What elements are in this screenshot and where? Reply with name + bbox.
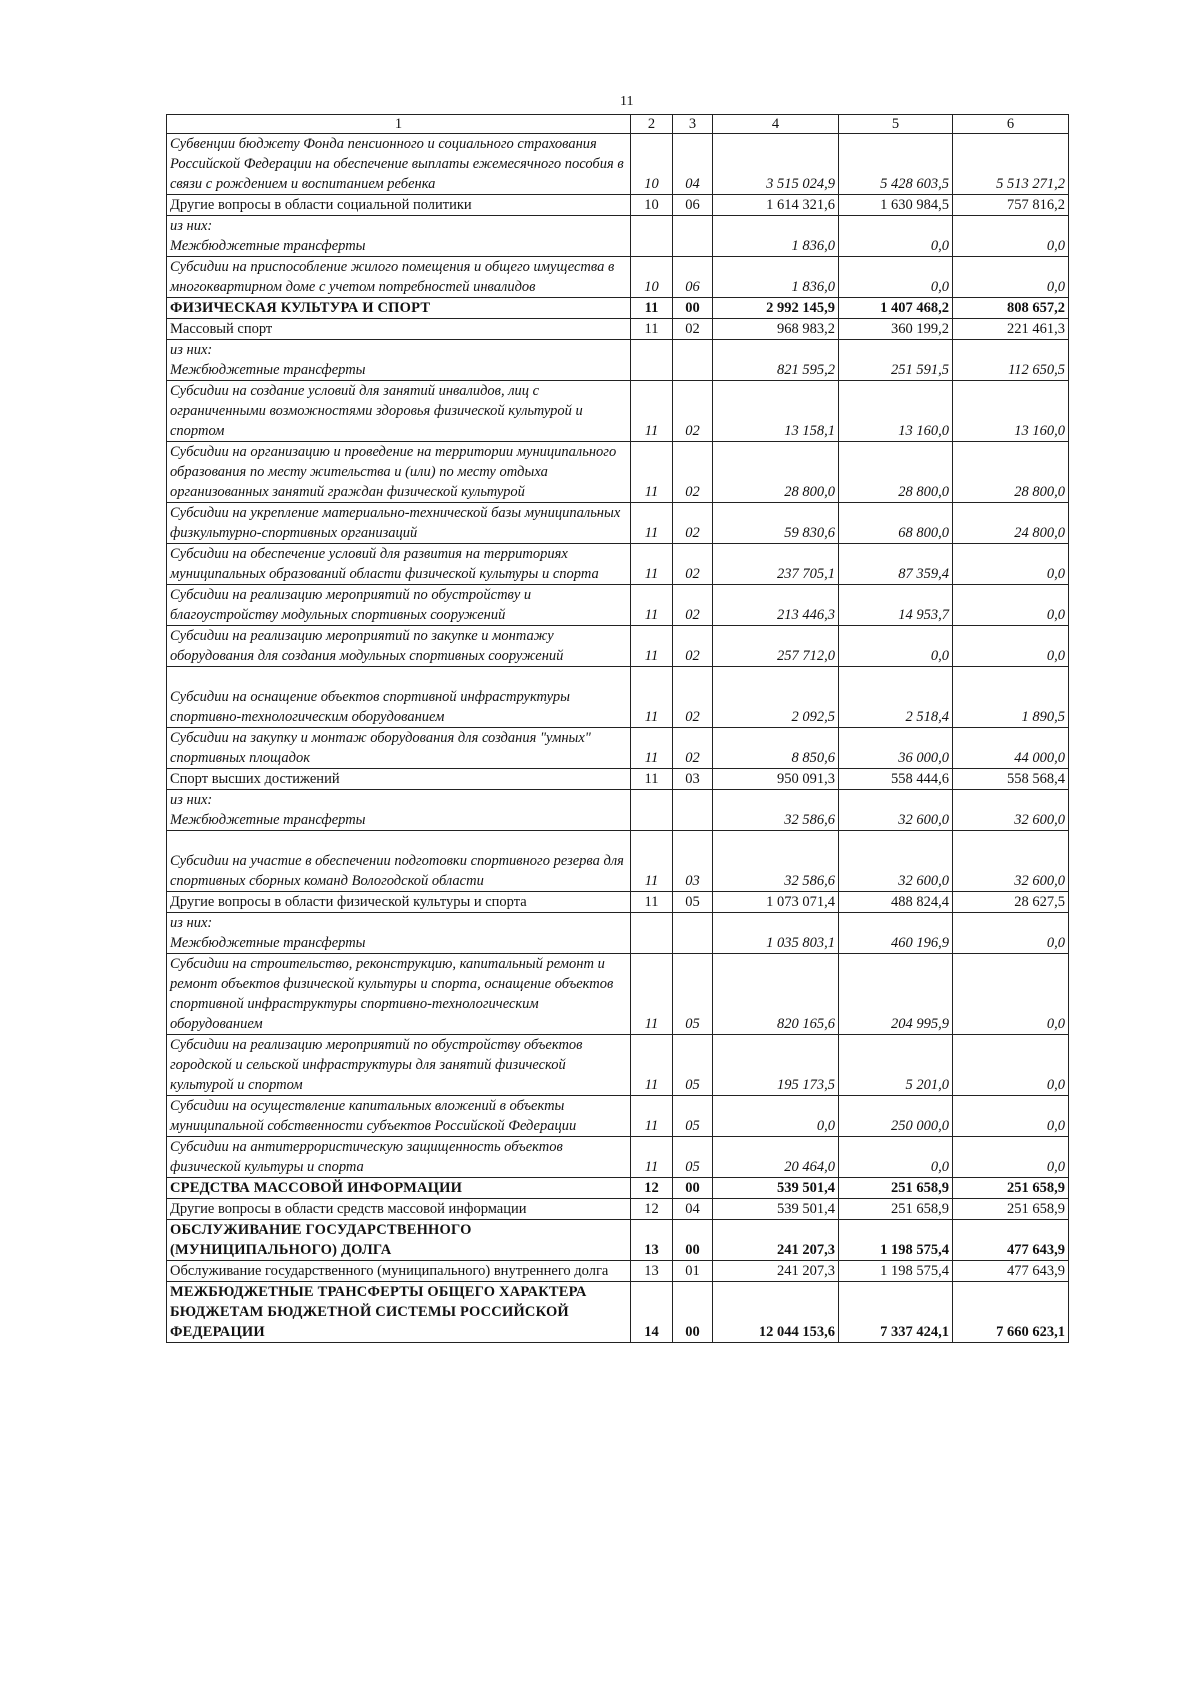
value-year2-cell: 1 630 984,5	[839, 195, 953, 216]
value-year3-cell: 808 657,2	[953, 298, 1069, 319]
row-name-cell: Массовый спорт	[167, 319, 631, 340]
value-year3-cell: 44 000,0	[953, 728, 1069, 769]
row-name-cell: Субвенции бюджету Фонда пенсионного и социального страхования Российской Федерации на обеспечение выплаты ежемесячного пособия в связи с рождением и воспитанием ребенка	[167, 134, 631, 195]
table-row	[167, 134, 1069, 195]
table-row	[167, 1282, 1069, 1343]
value-year1-cell: 0,0	[713, 1096, 839, 1137]
section-code-cell: 11	[631, 503, 673, 544]
table-row	[167, 381, 1069, 442]
subsection-code-cell: 03	[673, 831, 713, 892]
table-row	[167, 954, 1069, 1035]
table-row	[167, 667, 1069, 728]
value-year1-cell: 3 515 024,9	[713, 134, 839, 195]
row-name-cell: Субсидии на осуществление капитальных вложений в объекты муниципальной собственности субъектов Российской Федерации	[167, 1096, 631, 1137]
value-year2-cell: 36 000,0	[839, 728, 953, 769]
subsection-code-cell	[673, 790, 713, 831]
subsection-code-cell: 05	[673, 1035, 713, 1096]
row-name-cell: Субсидии на участие в обеспечении подготовки спортивного резерва для спортивных сборных команд Вологодской области	[167, 831, 631, 892]
section-code-cell: 11	[631, 728, 673, 769]
section-code-cell: 11	[631, 831, 673, 892]
value-year1-cell: 237 705,1	[713, 544, 839, 585]
column-header: 4	[713, 115, 839, 134]
table-row	[167, 319, 1069, 340]
row-name-cell: Субсидии на реализацию мероприятий по обустройству объектов городской и сельской инфраструктуры для занятий физической культурой и спортом	[167, 1035, 631, 1096]
table-row	[167, 892, 1069, 913]
value-year2-cell: 14 953,7	[839, 585, 953, 626]
value-year2-cell: 5 201,0	[839, 1035, 953, 1096]
row-name-cell: Спорт высших достижений	[167, 769, 631, 790]
row-name-cell: Субсидии на обеспечение условий для развития на территориях муниципальных образований области физической культуры и спорта	[167, 544, 631, 585]
value-year1-cell: 13 158,1	[713, 381, 839, 442]
table-row	[167, 769, 1069, 790]
value-year2-cell: 251 658,9	[839, 1178, 953, 1199]
value-year3-cell: 28 627,5	[953, 892, 1069, 913]
section-code-cell: 12	[631, 1199, 673, 1220]
section-code-cell	[631, 790, 673, 831]
value-year1-cell: 2 992 145,9	[713, 298, 839, 319]
table-row	[167, 1178, 1069, 1199]
section-code-cell: 11	[631, 319, 673, 340]
subsection-code-cell: 00	[673, 1178, 713, 1199]
value-year3-cell: 0,0	[953, 1137, 1069, 1178]
row-name-cell: МЕЖБЮДЖЕТНЫЕ ТРАНСФЕРТЫ ОБЩЕГО ХАРАКТЕРА БЮДЖЕТАМ БЮДЖЕТНОЙ СИСТЕМЫ РОССИЙСКОЙ ФЕДЕРАЦИИ	[167, 1282, 631, 1343]
value-year3-cell: 32 600,0	[953, 831, 1069, 892]
value-year2-cell: 204 995,9	[839, 954, 953, 1035]
value-year2-cell: 0,0	[839, 216, 953, 257]
value-year3-cell: 0,0	[953, 257, 1069, 298]
column-header: 3	[673, 115, 713, 134]
value-year1-cell: 59 830,6	[713, 503, 839, 544]
subsection-code-cell	[673, 340, 713, 381]
value-year2-cell: 1 198 575,4	[839, 1261, 953, 1282]
value-year2-cell: 28 800,0	[839, 442, 953, 503]
subsection-code-cell: 00	[673, 298, 713, 319]
table-row	[167, 585, 1069, 626]
subsection-code-cell: 05	[673, 892, 713, 913]
value-year3-cell: 24 800,0	[953, 503, 1069, 544]
subsection-code-cell: 00	[673, 1220, 713, 1261]
row-name-cell: из них: Межбюджетные трансферты	[167, 913, 631, 954]
value-year3-cell: 477 643,9	[953, 1261, 1069, 1282]
section-code-cell: 11	[631, 626, 673, 667]
row-name-cell: ОБСЛУЖИВАНИЕ ГОСУДАРСТВЕННОГО (МУНИЦИПАЛЬНОГО) ДОЛГА	[167, 1220, 631, 1261]
section-code-cell: 11	[631, 585, 673, 626]
value-year3-cell: 0,0	[953, 544, 1069, 585]
value-year3-cell: 32 600,0	[953, 790, 1069, 831]
row-name-cell: Обслуживание государственного (муниципального) внутреннего долга	[167, 1261, 631, 1282]
value-year2-cell: 0,0	[839, 626, 953, 667]
subsection-code-cell: 02	[673, 503, 713, 544]
page-number: 11	[620, 94, 634, 109]
table-row	[167, 626, 1069, 667]
section-code-cell: 11	[631, 892, 673, 913]
row-name-cell: Другие вопросы в области физической культуры и спорта	[167, 892, 631, 913]
subsection-code-cell: 02	[673, 626, 713, 667]
value-year2-cell: 32 600,0	[839, 831, 953, 892]
value-year3-cell: 558 568,4	[953, 769, 1069, 790]
value-year1-cell: 8 850,6	[713, 728, 839, 769]
row-name-cell: Субсидии на антитеррористическую защищенность объектов физической культуры и спорта	[167, 1137, 631, 1178]
section-code-cell: 10	[631, 195, 673, 216]
section-code-cell: 11	[631, 442, 673, 503]
section-code-cell: 10	[631, 257, 673, 298]
value-year1-cell: 20 464,0	[713, 1137, 839, 1178]
table-row	[167, 544, 1069, 585]
value-year3-cell: 0,0	[953, 954, 1069, 1035]
table-row	[167, 503, 1069, 544]
value-year3-cell: 1 890,5	[953, 667, 1069, 728]
value-year1-cell: 32 586,6	[713, 831, 839, 892]
section-code-cell: 11	[631, 667, 673, 728]
subsection-code-cell: 06	[673, 195, 713, 216]
row-name-cell: Субсидии на закупку и монтаж оборудования для создания "умных" спортивных площадок	[167, 728, 631, 769]
subsection-code-cell: 02	[673, 585, 713, 626]
value-year3-cell: 221 461,3	[953, 319, 1069, 340]
subsection-code-cell: 01	[673, 1261, 713, 1282]
row-name-cell: Субсидии на укрепление материально-технической базы муниципальных физкультурно-спортивных организаций	[167, 503, 631, 544]
table-row	[167, 442, 1069, 503]
value-year3-cell: 0,0	[953, 913, 1069, 954]
subsection-code-cell: 05	[673, 954, 713, 1035]
subsection-code-cell: 02	[673, 319, 713, 340]
value-year3-cell: 0,0	[953, 216, 1069, 257]
value-year2-cell: 558 444,6	[839, 769, 953, 790]
row-name-cell: Другие вопросы в области средств массовой информации	[167, 1199, 631, 1220]
row-name-cell: Субсидии на реализацию мероприятий по закупке и монтажу оборудования для создания модульных спортивных сооружений	[167, 626, 631, 667]
value-year1-cell: 821 595,2	[713, 340, 839, 381]
value-year1-cell: 539 501,4	[713, 1178, 839, 1199]
subsection-code-cell: 02	[673, 442, 713, 503]
subsection-code-cell: 02	[673, 544, 713, 585]
value-year3-cell: 13 160,0	[953, 381, 1069, 442]
value-year1-cell: 32 586,6	[713, 790, 839, 831]
section-code-cell: 11	[631, 1035, 673, 1096]
value-year1-cell: 1 836,0	[713, 257, 839, 298]
subsection-code-cell: 00	[673, 1282, 713, 1343]
value-year1-cell: 950 091,3	[713, 769, 839, 790]
value-year2-cell: 7 337 424,1	[839, 1282, 953, 1343]
value-year2-cell: 360 199,2	[839, 319, 953, 340]
row-name-cell: Другие вопросы в области социальной политики	[167, 195, 631, 216]
value-year1-cell: 539 501,4	[713, 1199, 839, 1220]
section-code-cell: 13	[631, 1261, 673, 1282]
table-row	[167, 1137, 1069, 1178]
row-name-cell: из них: Межбюджетные трансферты	[167, 790, 631, 831]
budget-table	[166, 114, 1069, 1343]
value-year3-cell: 7 660 623,1	[953, 1282, 1069, 1343]
section-code-cell: 11	[631, 298, 673, 319]
value-year3-cell: 251 658,9	[953, 1178, 1069, 1199]
table-row	[167, 1220, 1069, 1261]
value-year2-cell: 251 658,9	[839, 1199, 953, 1220]
subsection-code-cell: 02	[673, 728, 713, 769]
value-year3-cell: 477 643,9	[953, 1220, 1069, 1261]
subsection-code-cell: 06	[673, 257, 713, 298]
value-year3-cell: 757 816,2	[953, 195, 1069, 216]
section-code-cell: 11	[631, 381, 673, 442]
value-year1-cell: 241 207,3	[713, 1261, 839, 1282]
table-row	[167, 913, 1069, 954]
column-header: 5	[839, 115, 953, 134]
row-name-cell: СРЕДСТВА МАССОВОЙ ИНФОРМАЦИИ	[167, 1178, 631, 1199]
table-row	[167, 1035, 1069, 1096]
subsection-code-cell: 05	[673, 1096, 713, 1137]
value-year1-cell: 1 836,0	[713, 216, 839, 257]
section-code-cell: 11	[631, 544, 673, 585]
column-header: 1	[167, 115, 631, 134]
table-row	[167, 216, 1069, 257]
value-year3-cell: 28 800,0	[953, 442, 1069, 503]
value-year2-cell: 68 800,0	[839, 503, 953, 544]
section-code-cell	[631, 216, 673, 257]
row-name-cell: Субсидии на приспособление жилого помещения и общего имущества в многоквартирном доме с учетом потребностей инвалидов	[167, 257, 631, 298]
table-row	[167, 1261, 1069, 1282]
subsection-code-cell	[673, 216, 713, 257]
value-year3-cell: 5 513 271,2	[953, 134, 1069, 195]
section-code-cell: 12	[631, 1178, 673, 1199]
value-year2-cell: 0,0	[839, 1137, 953, 1178]
row-name-cell: Субсидии на строительство, реконструкцию, капитальный ремонт и ремонт объектов физической культуры и спорта, оснащение объектов спортивной инфраструктуры спортивно-технологическим оборудованием	[167, 954, 631, 1035]
table-row	[167, 340, 1069, 381]
section-code-cell	[631, 913, 673, 954]
subsection-code-cell: 04	[673, 1199, 713, 1220]
value-year3-cell: 0,0	[953, 1035, 1069, 1096]
section-code-cell: 10	[631, 134, 673, 195]
value-year2-cell: 87 359,4	[839, 544, 953, 585]
value-year1-cell: 1 035 803,1	[713, 913, 839, 954]
value-year2-cell: 32 600,0	[839, 790, 953, 831]
value-year2-cell: 1 407 468,2	[839, 298, 953, 319]
section-code-cell: 11	[631, 1096, 673, 1137]
value-year2-cell: 0,0	[839, 257, 953, 298]
section-code-cell	[631, 340, 673, 381]
section-code-cell: 11	[631, 769, 673, 790]
value-year2-cell: 460 196,9	[839, 913, 953, 954]
value-year1-cell: 28 800,0	[713, 442, 839, 503]
value-year1-cell: 12 044 153,6	[713, 1282, 839, 1343]
value-year2-cell: 5 428 603,5	[839, 134, 953, 195]
table-row	[167, 790, 1069, 831]
value-year1-cell: 257 712,0	[713, 626, 839, 667]
value-year1-cell: 195 173,5	[713, 1035, 839, 1096]
value-year3-cell: 0,0	[953, 585, 1069, 626]
value-year1-cell: 2 092,5	[713, 667, 839, 728]
value-year2-cell: 1 198 575,4	[839, 1220, 953, 1261]
column-header: 2	[631, 115, 673, 134]
subsection-code-cell: 02	[673, 381, 713, 442]
value-year1-cell: 820 165,6	[713, 954, 839, 1035]
row-name-cell: Субсидии на оснащение объектов спортивной инфраструктуры спортивно-технологическим оборудованием	[167, 667, 631, 728]
value-year3-cell: 251 658,9	[953, 1199, 1069, 1220]
table-row	[167, 195, 1069, 216]
row-name-cell: Субсидии на реализацию мероприятий по обустройству и благоустройству модульных спортивных сооружений	[167, 585, 631, 626]
row-name-cell: Субсидии на создание условий для занятий инвалидов, лиц с ограниченными возможностями здоровья физической культурой и спортом	[167, 381, 631, 442]
row-name-cell: ФИЗИЧЕСКАЯ КУЛЬТУРА И СПОРТ	[167, 298, 631, 319]
value-year2-cell: 2 518,4	[839, 667, 953, 728]
table-header-row	[167, 115, 1069, 134]
section-code-cell: 11	[631, 1137, 673, 1178]
table-row	[167, 298, 1069, 319]
subsection-code-cell: 05	[673, 1137, 713, 1178]
section-code-cell: 11	[631, 954, 673, 1035]
subsection-code-cell: 04	[673, 134, 713, 195]
subsection-code-cell: 03	[673, 769, 713, 790]
value-year2-cell: 251 591,5	[839, 340, 953, 381]
value-year1-cell: 241 207,3	[713, 1220, 839, 1261]
value-year1-cell: 1 614 321,6	[713, 195, 839, 216]
value-year3-cell: 112 650,5	[953, 340, 1069, 381]
value-year2-cell: 13 160,0	[839, 381, 953, 442]
subsection-code-cell: 02	[673, 667, 713, 728]
table-row	[167, 831, 1069, 892]
table-row	[167, 1199, 1069, 1220]
section-code-cell: 13	[631, 1220, 673, 1261]
row-name-cell: Субсидии на организацию и проведение на территории муниципального образования по месту жительства и (или) по месту отдыха организованных занятий граждан физической культурой	[167, 442, 631, 503]
value-year2-cell: 250 000,0	[839, 1096, 953, 1137]
value-year1-cell: 213 446,3	[713, 585, 839, 626]
table-row	[167, 1096, 1069, 1137]
row-name-cell: из них: Межбюджетные трансферты	[167, 216, 631, 257]
row-name-cell: из них: Межбюджетные трансферты	[167, 340, 631, 381]
value-year1-cell: 968 983,2	[713, 319, 839, 340]
table-row	[167, 728, 1069, 769]
value-year2-cell: 488 824,4	[839, 892, 953, 913]
value-year1-cell: 1 073 071,4	[713, 892, 839, 913]
table-row	[167, 257, 1069, 298]
section-code-cell: 14	[631, 1282, 673, 1343]
subsection-code-cell	[673, 913, 713, 954]
value-year3-cell: 0,0	[953, 626, 1069, 667]
value-year3-cell: 0,0	[953, 1096, 1069, 1137]
column-header: 6	[953, 115, 1069, 134]
